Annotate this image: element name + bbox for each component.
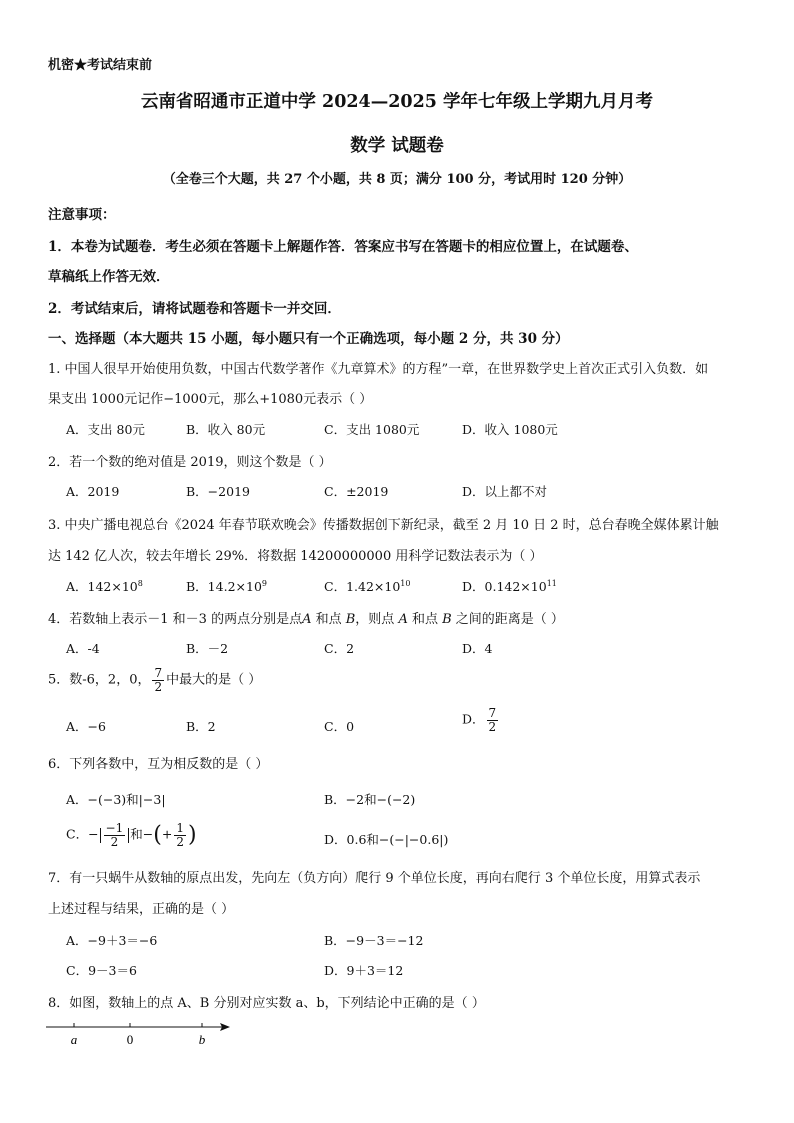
- q1-option-d: D．收入 1080元: [462, 422, 558, 437]
- q7-stem-line-2: 上述过程与结果，正确的是（ ）: [48, 902, 235, 917]
- number-line-figure: [44, 1018, 240, 1052]
- exam-info: （全卷三个大题，共 27 个小题，共 8 页；满分 100 分，考试用时 120 分钟）: [162, 172, 632, 187]
- q1-option-a: A．支出 80元: [66, 422, 145, 437]
- exam-subject: 数学 试题卷: [350, 136, 444, 156]
- q2-option-c: C．±2019: [324, 484, 389, 499]
- q2-option-a: A．2019: [66, 484, 120, 499]
- q4-option-a: A．-4: [66, 641, 100, 656]
- q7-option-a: A．−9＋3＝−6: [66, 933, 158, 948]
- q5-fraction: $\frac{7}{2}$: [154, 666, 163, 694]
- q4-option-b: B．－2: [186, 641, 229, 656]
- q7-option-d: D．9＋3＝12: [324, 963, 404, 978]
- q7-stem-line-1: 7．有一只蜗牛从数轴的原点出发，先向左（负方向）爬行 9 个单位长度，再向右爬行 3 个单位长度，用算式表示: [48, 871, 701, 886]
- notes-heading: 注意事项：: [48, 207, 116, 223]
- q4-option-c: C．2: [324, 641, 355, 656]
- q5-option-b: B．2: [186, 719, 216, 734]
- confidential-label: 机密★考试结束前: [48, 58, 153, 73]
- q6-option-c: C．− $\frac{-1}{2}$ 和−(+ $\frac{1}{2}$ ): [66, 821, 197, 849]
- q6-option-b: B．−2和−(−2): [324, 792, 416, 807]
- q3-stem-line-1: 3. 中央广播电视总台《2024 年春节联欢晚会》传播数据创下新纪录，截至 2 月 10 日 2 时，总台春晚全媒体累计触: [48, 518, 719, 533]
- exam-title: 云南省昭通市正道中学 2024—2025 学年七年级上学期九月月考: [140, 92, 654, 112]
- q5-stem: 5．数-6，2，0， $\frac{7}{2}$ 中最大的是（ ）: [48, 666, 262, 694]
- q3-option-b: B．$14.2\times 10^9$: [186, 578, 267, 594]
- label-b: b: [198, 1032, 206, 1047]
- q1-option-b: B．收入 80元: [186, 422, 266, 437]
- q5-option-c: C．0: [324, 719, 355, 734]
- q7-option-c: C．9－3＝6: [66, 963, 137, 978]
- q6-option-d: D．0.6和−(−|−0.6|): [324, 832, 449, 847]
- q1-stem-line-2: 果支出 1000元记作−1000元，那么+1080元表示（ ）: [48, 392, 373, 407]
- q7-option-b: B．−9－3＝−12: [324, 933, 424, 948]
- q4-stem: 4．若数轴上表示－1 和－3 的两点分别是点A 和点 B，则点 A 和点 B 之间的距离是（ ）: [48, 612, 564, 627]
- label-zero: 0: [126, 1032, 134, 1047]
- q8-stem: 8．如图，数轴上的点 A、B 分别对应实数 a、b，下列结论中正确的是（ ）: [48, 996, 485, 1011]
- q6-stem: 6．下列各数中，互为相反数的是（ ）: [48, 757, 269, 772]
- q4-option-d: D．4: [462, 641, 493, 656]
- q1-option-c: C．支出 1080元: [324, 422, 420, 437]
- q5-option-a: A．−6: [66, 719, 106, 734]
- q3-option-c: C．$1.42\times 10^{10}$: [324, 578, 411, 594]
- note-1-line-1: 1．本卷为试题卷．考生必须在答题卡上解题作答．答案应书写在答题卡的相应位置上，在试题卷、: [48, 239, 638, 255]
- q5-option-d: D． $\frac{7}{2}$: [462, 706, 497, 734]
- note-1-line-2: 草稿纸上作答无效．: [48, 269, 170, 285]
- q1-stem-line-1: 1. 中国人很早开始使用负数，中国古代数学著作《九章算术》的方程”一章，在世界数学史上首次正式引入负数．如: [48, 362, 709, 377]
- q2-option-b: B．−2019: [186, 484, 250, 499]
- q3-option-a: A．$142\times 10^8$: [66, 578, 143, 594]
- q2-option-d: D．以上都不对: [462, 484, 548, 499]
- label-a: a: [70, 1032, 78, 1047]
- q2-stem: 2．若一个数的绝对值是 2019，则这个数是（ ）: [48, 455, 332, 470]
- q3-option-d: D．$0.142\times 10^{11}$: [462, 578, 557, 594]
- q3-stem-line-2: 达 142 亿人次，较去年增长 29%．将数据 14200000000 用科学记数法表示为（ ）: [48, 549, 543, 564]
- q6-option-a: A．−(−3)和|−3|: [66, 792, 166, 807]
- note-2: 2．考试结束后，请将试题卷和答题卡一并交回．: [48, 301, 341, 317]
- section-1-heading: 一、选择题（本大题共 15 小题，每小题只有一个正确选项，每小题 2 分，共 30 分）: [48, 331, 569, 347]
